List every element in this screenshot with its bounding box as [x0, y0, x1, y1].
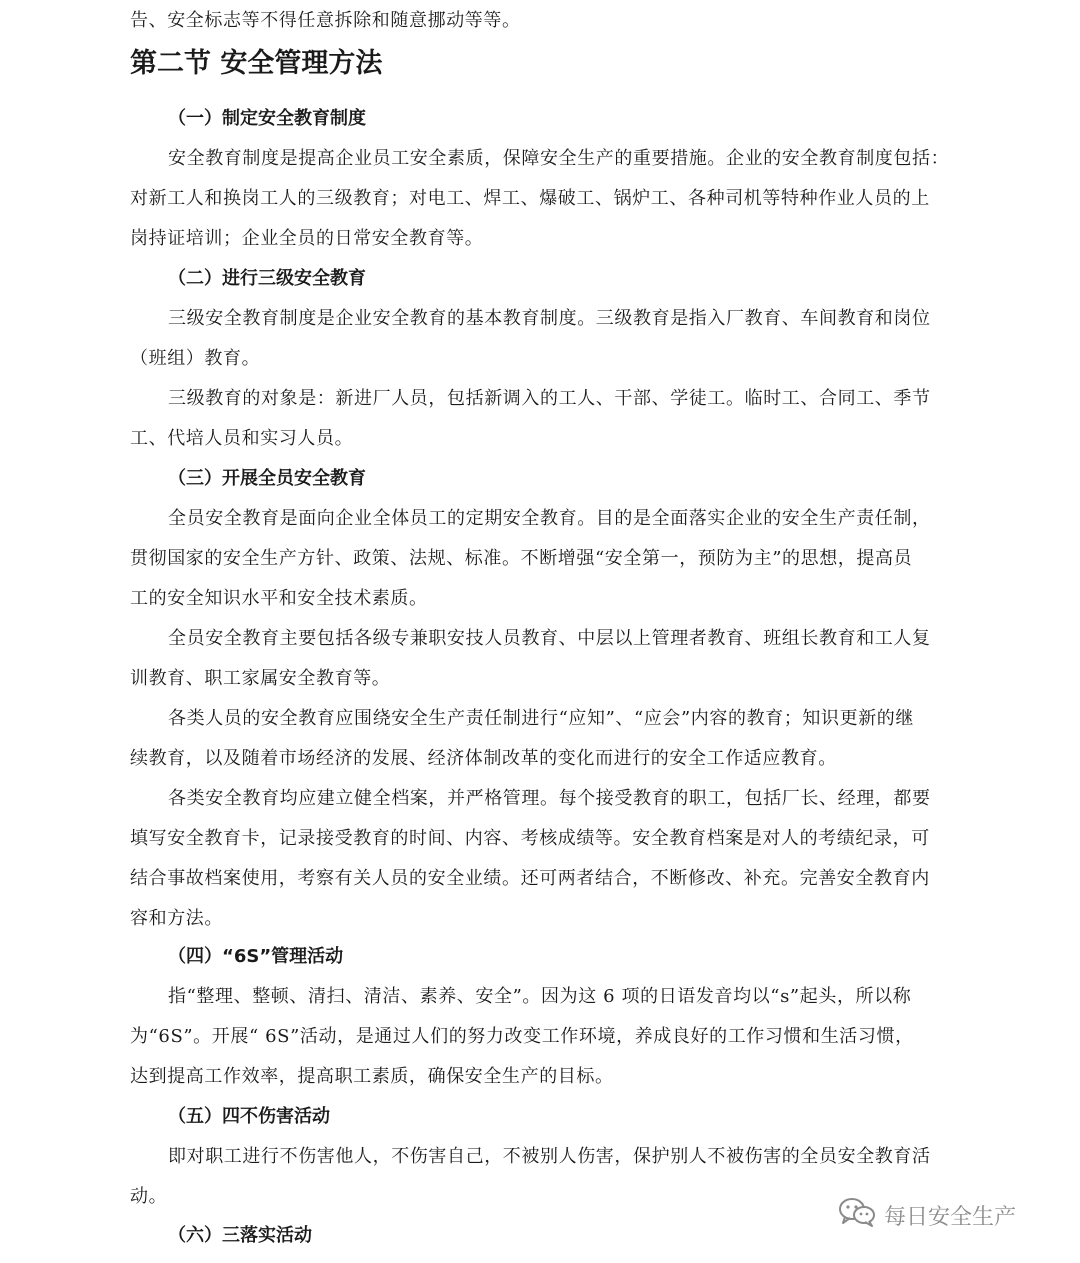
paragraph-line: 达到提高工作效率，提高职工素质，确保安全生产的目标。	[130, 1066, 614, 1087]
section-heading: （三）开展全员安全教育	[168, 468, 366, 489]
section-3	[130, 459, 952, 939]
paragraph-line: 安全教育制度是提高企业员工安全素质，保障安全生产的重要措施。企业的安全教育制度包括：	[168, 148, 950, 169]
paragraph-line: 结合事故档案使用，考察有关人员的安全业绩。还可两者结合，不断修改、补充。完善安全教育内	[130, 868, 930, 889]
section-6	[130, 1216, 952, 1256]
section-5	[130, 1097, 952, 1217]
section-heading: （四）“6S”管理活动	[168, 946, 344, 967]
watermark-text: 每日安全生产	[884, 1204, 1017, 1230]
paragraph-line: 三级教育的对象是：新进厂人员，包括新调入的工人、干部、学徒工。临时工、合同工、季节	[168, 388, 931, 409]
paragraph-line: 全员安全教育主要包括各级专兼职安技人员教育、中层以上管理者教育、班组长教育和工人复	[168, 628, 931, 649]
watermark	[838, 1197, 1016, 1233]
paragraph-line: （班组）教育。	[130, 348, 261, 369]
section-1	[130, 99, 952, 259]
paragraph-line: 各类人员的安全教育应围绕安全生产责任制进行“应知”、“应会”内容的教育；知识更新的继	[168, 708, 915, 729]
section-2	[130, 259, 952, 459]
paragraph-line: 工、代培人员和实习人员。	[130, 428, 354, 449]
section-heading: （五）四不伤害活动	[168, 1106, 330, 1127]
paragraph-line: 全员安全教育是面向企业全体员工的定期安全教育。目的是全面落实企业的安全生产责任制，	[168, 508, 931, 529]
paragraph-line: 三级安全教育制度是企业安全教育的基本教育制度。三级教育是指入厂教育、车间教育和岗位	[168, 308, 931, 329]
paragraph-line: 贯彻国家的安全生产方针、政策、法规、标准。不断增强“安全第一，预防为主”的思想，提高员	[130, 548, 913, 569]
section-heading: （六）三落实活动	[168, 1225, 312, 1246]
paragraph-line: 填写安全教育卡，记录接受教育的时间、内容、考核成绩等。安全教育档案是对人的考绩纪录，可	[130, 828, 930, 849]
continued-text-line: 告、安全标志等不得任意拆除和随意挪动等等。	[130, 10, 521, 31]
paragraph-line: 对新工人和换岗工人的三级教育；对电工、焊工、爆破工、锅炉工、各种司机等特种作业人员的上	[130, 188, 930, 209]
section-4	[130, 937, 952, 1097]
section-heading: （二）进行三级安全教育	[168, 268, 366, 289]
paragraph-line: 训教育、职工家属安全教育等。	[130, 668, 391, 689]
paragraph-line: 动。	[130, 1186, 168, 1207]
wechat-icon	[838, 1197, 876, 1233]
section-heading: （一）制定安全教育制度	[168, 108, 366, 129]
paragraph-line: 指“整理、整顿、清扫、清洁、素养、安全”。因为这 6 项的日语发音均以“s”起头，所以称	[168, 986, 912, 1007]
paragraph-line: 岗持证培训；企业全员的日常安全教育等。	[130, 228, 484, 249]
page-title: 第二节 安全管理方法	[130, 48, 383, 79]
paragraph-line: 各类安全教育均应建立健全档案，并严格管理。每个接受教育的职工，包括厂长、经理，都要	[168, 788, 931, 809]
paragraph-line: 工的安全知识水平和安全技术素质。	[130, 588, 428, 609]
paragraph-line: 即对职工进行不伤害他人，不伤害自己，不被别人伤害，保护别人不被伤害的全员安全教育活	[168, 1146, 931, 1167]
paragraph-line: 续教育，以及随着市场经济的发展、经济体制改革的变化而进行的安全工作适应教育。	[130, 748, 837, 769]
paragraph-line: 为“6S”。开展“ 6S”活动，是通过人们的努力改变工作环境，养成良好的工作习惯和生活习惯，	[130, 1026, 914, 1047]
paragraph-line: 容和方法。	[130, 908, 223, 929]
